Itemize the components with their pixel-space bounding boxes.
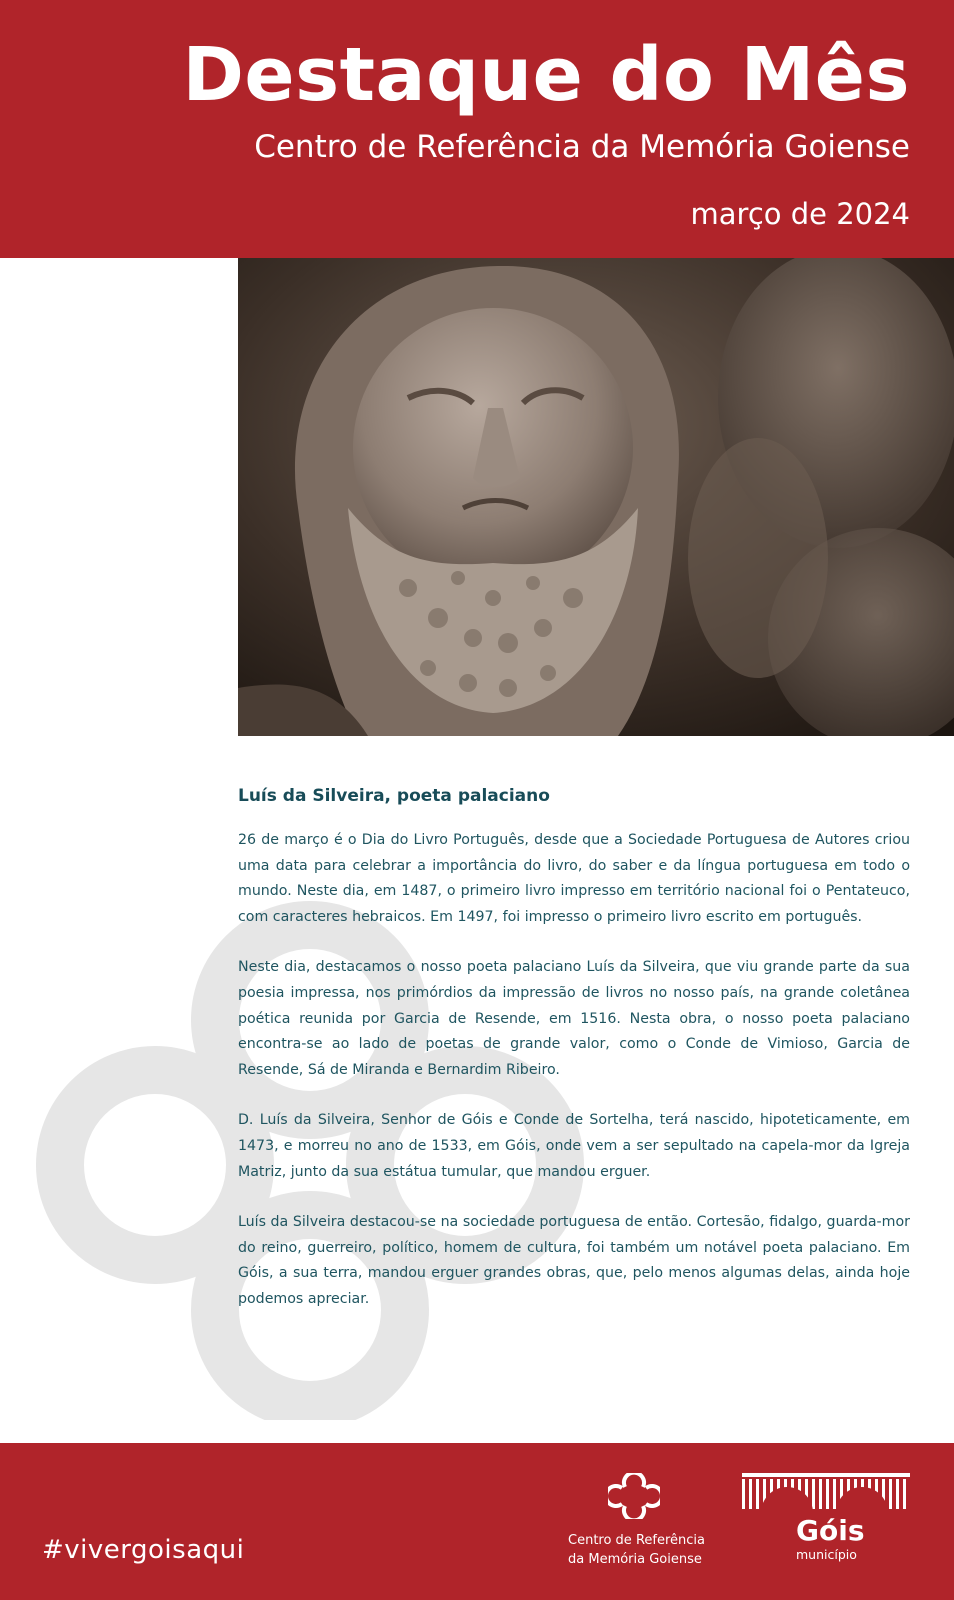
page-subtitle: Centro de Referência da Memória Goiense [254, 129, 910, 165]
article-heading: Luís da Silveira, poeta palaciano [238, 786, 550, 806]
gois-logo-name: Góis [796, 1514, 865, 1547]
crm-logo [568, 1473, 705, 1569]
hashtag: #vivergoisaqui [42, 1535, 245, 1565]
article [238, 786, 910, 1338]
page-title: Destaque do Mês [182, 32, 910, 118]
article-paragraph: Luís da Silveira destacou-se na sociedade portuguesa de então. Cortesão, fidalgo, guarda-mor do reino, guerreiro, político, homem de cultura, foi também um notável poeta palaciano. Em Góis, a sua terra, mandou erguer grandes obras, que, pelo menos algumas delas, ainda hoje podemos apreciar. [238, 1214, 910, 1307]
article-paragraph: 26 de março é o Dia do Livro Português, desde que a Sociedade Portuguesa de Autores criou uma data para celebrar a importância do livro, do saber e da língua portuguesa em todo o mundo. Neste dia, em 1487, o primeiro livro impresso em território nacional foi o Pentateuco, com caracteres hebraicos. Em 1497, foi impresso o primeiro livro escrito em português. [238, 832, 910, 925]
statue-photo [238, 258, 954, 736]
crm-logo-line1: Centro de Referência [568, 1533, 705, 1548]
footer-banner [0, 1443, 954, 1600]
gois-logo [742, 1473, 912, 1562]
article-paragraph: D. Luís da Silveira, Senhor de Góis e Conde de Sortelha, terá nascido, hipoteticamente, em 1473, e morreu no ano de 1533, em Góis, onde vem a ser sepultado na capela-mor da Igreja Matriz, junto da sua estátua tumular, que mandou erguer. [238, 1112, 910, 1180]
bridge-arches-logo-icon [742, 1473, 912, 1513]
crm-logo-line2: da Memória Goiense [568, 1552, 702, 1567]
quatrefoil-logo-icon [608, 1473, 660, 1519]
issue-date: março de 2024 [690, 197, 910, 231]
stone-statue-head-photo [238, 258, 954, 736]
article-paragraph: Neste dia, destacamos o nosso poeta palaciano Luís da Silveira, que viu grande parte da sua poesia impressa, nos primórdios da impressão de livros no nosso país, na grande coletânea poética reunida por Garcia de Resende, em 1516. Nesta obra, o nosso poeta palaciano encontra-se ao lado de poetas de grande valor, como o Conde de Vimioso, Garcia de Resende, Sá de Miranda e Bernardim Ribeiro. [238, 959, 910, 1078]
gois-logo-sub: município [796, 1547, 857, 1562]
header-banner [0, 0, 954, 258]
